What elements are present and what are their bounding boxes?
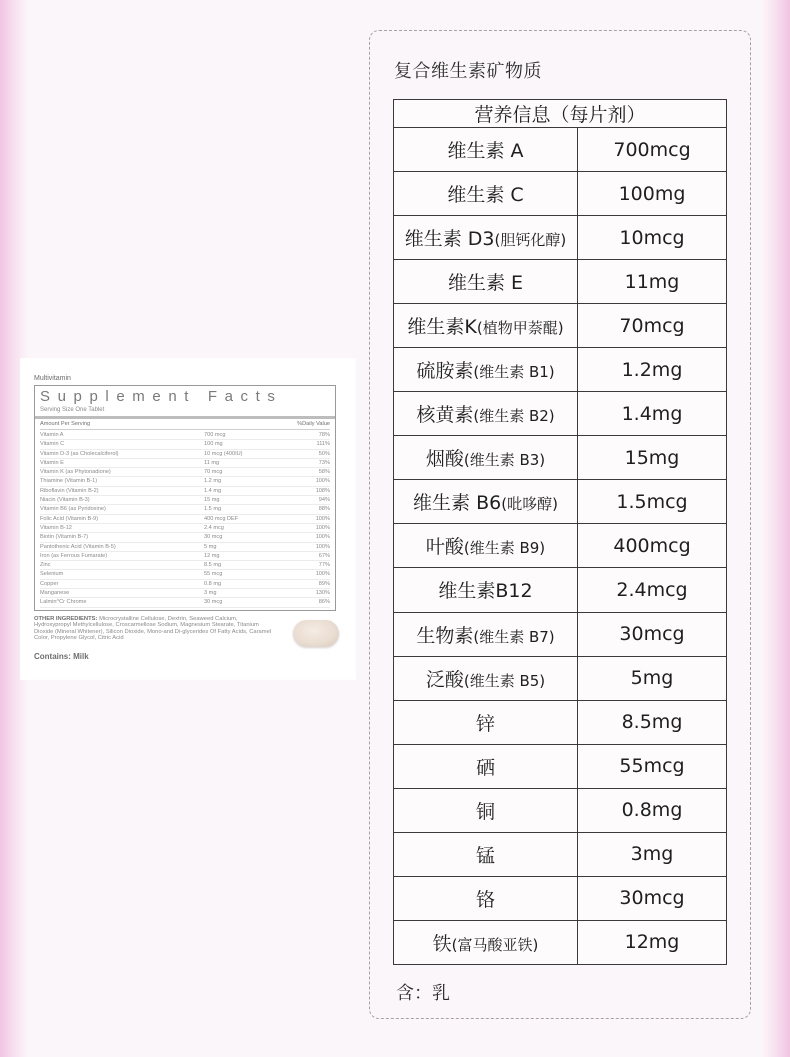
nutrient-amount: 11 mg [204,459,220,466]
daily-value: 94% [318,497,330,504]
facts-row [40,589,330,598]
nutrient-amount: 30 mcg [204,599,223,606]
nutrient-name: 维生素B12 [438,580,533,603]
nutrient-amount: 0.8mg [578,788,727,832]
table-row [394,480,727,524]
daily-value: 100% [315,534,330,541]
facts-row [40,487,330,496]
nutrient-name: Vitamin B6 (as Pyridoxine) [40,506,106,513]
nutrient-note: (富马酸亚铁) [451,935,539,954]
facts-row [40,515,330,524]
nutrient-name: Riboflavin (Vitamin B-2) [40,487,99,494]
nutrient-name: 维生素 A [447,140,524,163]
nutrient-name: Folic Acid (Vitamin B-9) [40,515,99,522]
supplement-facts-label [20,358,356,680]
nutrient-name: 叶酸 [425,536,464,559]
table-row [394,260,727,304]
product-kicker: Multivitamin [34,375,71,382]
daily-value: 108% [315,487,330,494]
nutrient-name: 生物素 [416,624,474,647]
nutrient-amount: 1.4mg [578,392,727,436]
dv-header: %Daily Value [297,421,330,427]
nutrient-name: 维生素 C [447,184,524,207]
nutrient-cell [394,920,578,964]
nutrient-note: (胆钙化醇) [494,231,567,250]
serving-size: Serving Size One Tablet [40,407,105,413]
nutrient-amount: 10mcg [578,216,727,260]
nutrient-amount: 11mg [578,260,727,304]
table-row [394,128,727,172]
nutrient-cell [394,260,578,304]
table-row [394,612,727,656]
table-row [394,436,727,480]
nutrient-name: Pantothenic Acid (Vitamin B-5) [40,543,116,550]
nutrient-name: 锰 [475,844,495,867]
facts-row [40,431,330,440]
nutrient-cell [394,656,578,700]
daily-value: 100% [315,524,330,531]
nutrient-name: 铬 [475,888,495,911]
facts-row [40,543,330,552]
table-header: 营养信息（每片剂） [394,100,727,128]
table-row [394,920,727,964]
nutrient-name: Niacin (Vitamin B-3) [40,497,90,504]
nutrient-amount: 30 mcg [204,534,223,541]
nutrient-name: Manganese [40,590,70,597]
nutrient-cell [394,216,578,260]
nutrient-cell [394,700,578,744]
table-row [394,832,727,876]
nutrient-amount: 55mcg [578,744,727,788]
facts-row [40,533,330,542]
nutrient-amount: 55 mcg [204,571,223,578]
nutrient-note: (维生素 B2) [473,407,555,426]
table-row [394,172,727,216]
table-row [394,568,727,612]
nutrient-name: 核黄素 [416,404,474,427]
nutrient-amount: 8.5 mg [204,562,222,569]
nutrient-amount: 700mcg [578,128,727,172]
nutrition-rows [394,128,727,965]
nutrient-amount: 400mcg [578,524,727,568]
nutrient-note: (维生素 B3) [463,451,546,470]
nutrient-name: 维生素 D3 [404,228,495,251]
facts-box [34,385,336,611]
nutrient-note: (维生素 B9) [463,539,546,558]
nutrient-amount: 70 mcg [204,469,223,476]
daily-value: 100% [315,515,330,522]
table-row [394,392,727,436]
nutrient-amount: 1.5 mg [204,506,222,513]
daily-value: 50% [318,450,330,457]
facts-row [40,598,330,607]
facts-row [40,477,330,486]
facts-row [40,570,330,579]
nutrient-name: Copper [40,580,59,587]
facts-row [40,440,330,449]
nutrient-name: Iron (as Ferrous Fumarate) [40,552,108,559]
nutrient-amount: 30mcg [578,876,727,920]
nutrient-cell [394,436,578,480]
nutrient-cell [394,832,578,876]
nutrient-amount: 700 mcg [204,432,226,438]
nutrient-amount: 12mg [578,920,727,964]
other-ingredients [34,616,274,642]
nutrient-amount: 15mg [578,436,727,480]
nutrient-cell [394,744,578,788]
nutrient-amount: 3 mg [204,590,217,597]
daily-value: 100% [315,478,330,485]
table-row [394,700,727,744]
nutrient-cell [394,788,578,832]
daily-value: 58% [318,469,330,476]
nutrient-amount: 5mg [578,656,727,700]
nutrient-note: (吡哆醇) [501,495,558,514]
nutrient-name: Vitamin B-12 [40,524,72,531]
nutrient-note: (维生素 B1) [473,363,555,382]
nutrient-name: 铜 [475,800,495,823]
facts-row [40,561,330,570]
table-header-row [394,100,727,128]
nutrient-name: Vitamin A [40,432,64,438]
nutrient-name: Selenium [40,571,64,578]
nutrient-name: Biotin (Vitamin B-7) [40,534,89,541]
daily-value: 88% [318,506,330,513]
facts-title: Supplement Facts [40,388,283,405]
facts-row [40,580,330,589]
nutrient-amount: 100 mg [204,441,223,448]
facts-header [40,421,330,430]
facts-row [40,459,330,468]
facts-row [40,524,330,533]
nutrient-amount: 30mcg [578,612,727,656]
nutrient-amount: 1.2mg [578,348,727,392]
nutrient-name: 硒 [475,756,495,779]
daily-value: 78% [318,432,330,438]
nutrient-amount: 5 mg [204,543,217,550]
daily-value: 130% [315,590,330,597]
nutrient-cell [394,172,578,216]
daily-value: 89% [318,580,330,587]
daily-value: 67% [318,552,330,559]
table-row [394,744,727,788]
nutrient-amount: 1.2 mg [204,478,222,485]
daily-value: 111% [316,441,330,448]
nutrient-note: (维生素 B7) [473,627,555,646]
table-row [394,348,727,392]
facts-rows [40,431,330,608]
facts-row [40,496,330,505]
nutrient-amount: 0.8 mg [204,580,222,587]
nutrition-table [393,99,727,965]
nutrient-name: 烟酸 [425,448,464,471]
daily-value: 100% [315,571,330,578]
nutrient-name: 铁 [432,932,452,955]
table-row [394,656,727,700]
nutrient-cell [394,128,578,172]
daily-value: 73% [318,459,330,466]
nutrient-name: Lalmin^Cr Chrome [40,599,87,606]
nutrient-amount: 400 mcg DEF [204,515,239,522]
table-row [394,304,727,348]
table-row [394,788,727,832]
nutrient-cell [394,392,578,436]
nutrient-amount: 8.5mg [578,700,727,744]
allergen-contains: Contains: Milk [34,652,89,661]
nutrient-name: Vitamin C [40,441,65,448]
divider [35,416,335,419]
daily-value: 100% [315,543,330,550]
nutrient-name: 硫胺素 [416,360,474,383]
other-ingredients-label: OTHER INGREDIENTS: [34,616,98,622]
nutrient-name: 维生素K [407,316,477,339]
nutrient-amount: 12 mg [204,552,220,559]
nutrient-name: Vitamin K (as Phytonadione) [40,469,111,476]
facts-row [40,468,330,477]
nutrient-amount: 3mg [578,832,727,876]
nutrient-name: Thiamine (Vitamin B-1) [40,478,98,485]
nutrient-cell [394,524,578,568]
panel-title: 复合维生素矿物质 [394,61,542,82]
nutrient-cell [394,612,578,656]
nutrient-amount: 2.4mcg [578,568,727,612]
tablet-image [293,620,339,647]
nutrient-cell [394,304,578,348]
nutrient-name: 维生素 B6 [413,492,502,515]
nutrient-name: 维生素 E [447,272,524,295]
allergen-note: 含：乳 [396,983,450,1004]
table-row [394,216,727,260]
daily-value: 86% [318,599,330,606]
facts-row [40,552,330,561]
nutrient-amount: 70mcg [578,304,727,348]
nutrient-amount: 15 mg [204,497,220,504]
nutrient-note: (植物甲萘醌) [476,319,564,338]
other-ingredients-text: Microcrystalline Cellulose, Dextrin, Seaweed Calcium, Hydroxypropyl Methylcellulose, Croscarmellose Sodium, Magnesium Stearate, Titanium Dioxide (Mineral Whitener), Silicon Dioxide, Mono-and Di-glycerides Of Fatty Acids, Caramel Color, Propylene Glycol, Citric Acid [34,616,272,642]
nutrient-cell [394,480,578,524]
daily-value: 77% [318,562,330,569]
nutrient-amount: 1.5mcg [578,480,727,524]
facts-row [40,505,330,514]
nutrient-cell [394,348,578,392]
nutrient-cell [394,568,578,612]
nutrient-amount: 1.4 mg [204,487,222,494]
nutrient-cell [394,876,578,920]
nutrient-amount: 100mg [578,172,727,216]
table-row [394,524,727,568]
nutrient-amount: 2.4 mcg [204,524,224,531]
nutrient-note: (维生素 B5) [463,671,546,690]
amount-header: Amount Per Serving [40,421,91,427]
nutrient-name: 锌 [475,712,495,735]
facts-row [40,450,330,459]
nutrient-name: Zinc [40,562,51,569]
table-row [394,876,727,920]
nutrient-amount: 10 mcg (400IU) [204,450,243,457]
nutrient-name: Vitamin D-3 (as Cholecalciferol) [40,450,119,457]
nutrient-name: 泛酸 [425,668,464,691]
nutrient-name: Vitamin E [40,459,64,466]
